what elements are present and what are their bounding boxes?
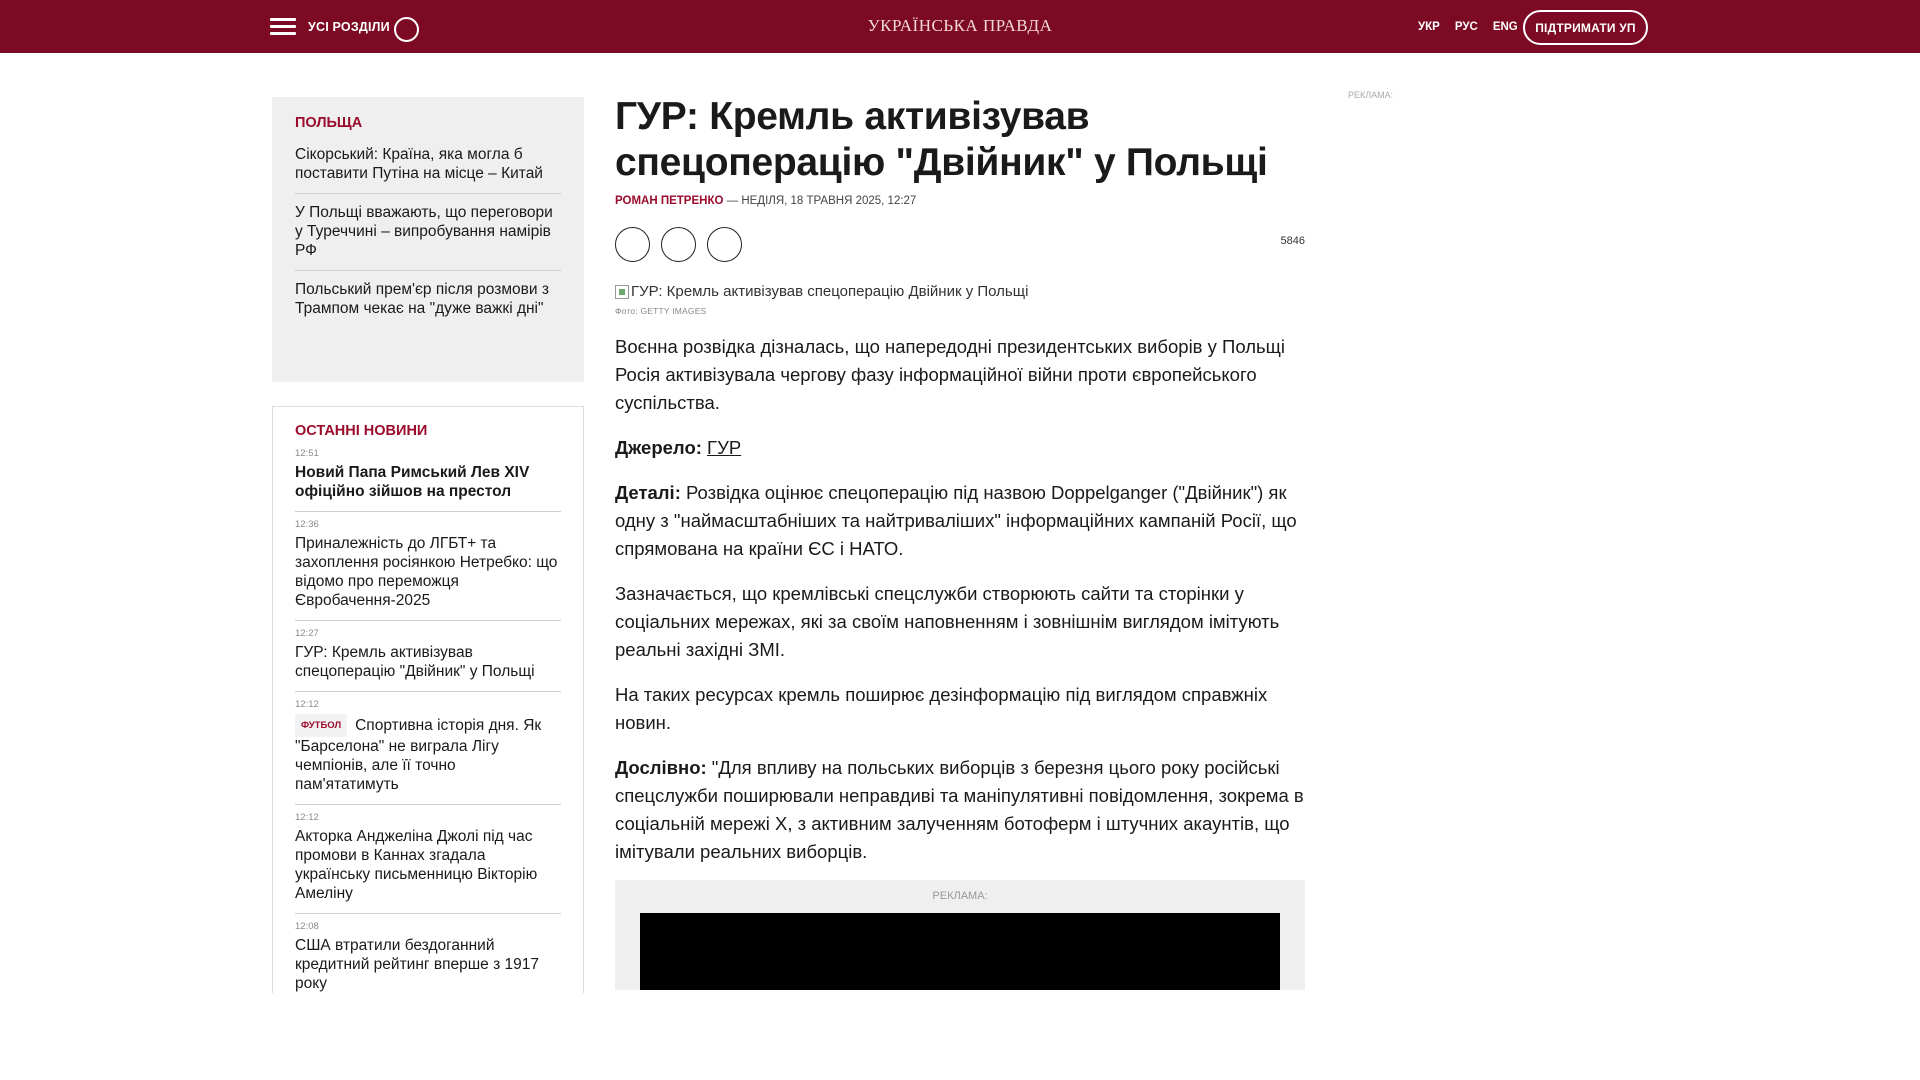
share-telegram-icon[interactable] [707, 227, 742, 262]
ad-label: РЕКЛАМА: [932, 890, 988, 902]
all-sections-link[interactable]: УСІ РОЗДІЛИ [308, 20, 390, 34]
article-date: НЕДІЛЯ, 18 ТРАВНЯ 2025, 12:27 [741, 195, 917, 207]
news-title[interactable]: ГУР: Кремль активізував спецоперацію "Двійник" у Польщі [295, 644, 535, 680]
byline-separator: — [723, 195, 742, 207]
news-title[interactable]: США втратили бездоганний кредитний рейтинг вперше з 1917 року [295, 937, 539, 992]
news-time: 12:12 [295, 699, 319, 710]
page-bottom-area [0, 993, 1920, 1080]
article-headline: ГУР: Кремль активізував спецоперацію "Двійник" у Польщі [615, 95, 1268, 184]
ad-video-player[interactable] [640, 913, 1280, 990]
news-title-text[interactable]: Спортивна історія дня. Як "Барселона" не виграла Лігу чемпіонів, але її точно пам'ятатимуть [295, 717, 542, 793]
article-paragraph: Зазначається, що кремлівські спецслужби створюють сайти та сторінки у соціальних мережах, які за своїм наповненням і зовнішнім виглядом імітують реальні західні ЗМІ. [615, 583, 1280, 660]
latest-news-title[interactable]: ОСТАННІ НОВИНИ [295, 423, 428, 439]
news-title[interactable]: Акторка Анджеліна Джолі під час промови в Каннах згадала українську письменницю Вікторію Амеліну [295, 828, 538, 902]
poland-news-item[interactable]: У Польщі вважають, що переговори у Туреччині – випробування намірів РФ [295, 203, 561, 271]
quote-text: "Для впливу на польських виборців з березня цього року російські спецслужби поширювали неправдиві та маніпулятивні повідомлення, зокрема в соціальній мережі X, з активним залученням ботоферм і штучних акаунтів, що імітували реальних виборців. [615, 757, 1304, 862]
news-list-item[interactable] [295, 699, 561, 805]
news-list-item[interactable] [295, 628, 561, 692]
lang-ukr-link[interactable]: УКР [1418, 21, 1440, 33]
category-tag[interactable]: ФУТБОЛ [295, 714, 347, 737]
views-count: 5846 [1280, 235, 1305, 247]
language-switcher [1418, 21, 1533, 33]
news-list-item[interactable] [295, 921, 561, 996]
article [615, 94, 1305, 990]
side-ad-label: РЕКЛАМА: [1348, 90, 1394, 100]
photo-alt-text: ГУР: Кремль активізував спецоперацію Двійник у Польщі [631, 283, 1029, 300]
site-logo-text[interactable]: УКРАЇНСЬКА ПРАВДА [867, 16, 1053, 35]
article-paragraph: На таких ресурсах кремль поширює дезінформацію під виглядом справжніх новин. [615, 684, 1268, 733]
share-row [615, 227, 1305, 263]
hamburger-menu-icon[interactable] [270, 18, 296, 38]
news-title[interactable] [295, 714, 561, 794]
share-facebook-icon[interactable] [615, 227, 650, 262]
lang-eng-link[interactable]: ENG [1492, 21, 1518, 33]
author-link[interactable]: РОМАН ПЕТРЕНКО [615, 195, 724, 207]
news-list-item[interactable] [295, 812, 561, 914]
article-source [615, 434, 1305, 462]
photo-credit: Фото: GETTY IMAGES [615, 306, 707, 316]
lang-rus-link[interactable]: РУС [1454, 21, 1478, 33]
source-link[interactable]: ГУР [707, 437, 742, 458]
quote-label: Дослівно: [615, 757, 707, 778]
details-text: Розвідка оцінює спецоперацію під назвою Doppelganger ("Двійник") як одну з "наймасштабніших та найтриваліших" інформаційних кампаній Росії, що спрямована на країни ЄС і НАТО. [615, 482, 1297, 559]
news-title[interactable]: Приналежність до ЛГБТ+ та захоплення росіянкою Нетребко: що відомо про переможця Євробачення-2025 [295, 535, 558, 609]
article-byline [615, 195, 1305, 207]
news-time: 12:12 [295, 812, 319, 823]
news-list-item[interactable] [295, 448, 561, 512]
top-header [0, 0, 1920, 53]
article-details [615, 479, 1305, 563]
news-title[interactable]: Новий Папа Римський Лев XIV офіційно зійшов на престол [295, 464, 530, 500]
support-button[interactable]: ПІДТРИМАТИ УП [1523, 10, 1648, 45]
details-label: Деталі: [615, 482, 681, 503]
article-paragraph: Воєнна розвідка дізналась, що напередодні президентських виборів у Польщі Росія активізувала чергову фазу інформаційної війни проти європейського суспільства. [615, 336, 1285, 413]
poland-news-box [272, 97, 584, 382]
share-twitter-icon[interactable] [661, 227, 696, 262]
broken-image-icon [615, 285, 629, 299]
news-time: 12:08 [295, 921, 319, 932]
news-list-item[interactable] [295, 519, 561, 621]
search-icon[interactable] [394, 17, 419, 42]
poland-news-item[interactable]: Сікорський: Країна, яка могла б поставити Путіна на місце – Китай [295, 145, 561, 194]
news-time: 12:27 [295, 628, 319, 639]
news-time: 12:36 [295, 519, 319, 530]
news-time: 12:51 [295, 448, 319, 459]
article-photo [615, 283, 1305, 300]
source-label: Джерело: [615, 437, 702, 458]
poland-news-item[interactable]: Польський прем'єр після розмови з Трампом чекає на "дуже важкі дні" [295, 281, 549, 317]
poland-box-title[interactable]: ПОЛЬЩА [295, 115, 363, 131]
article-quote [615, 754, 1305, 866]
latest-news-box [272, 406, 584, 996]
inline-ad [615, 880, 1305, 990]
